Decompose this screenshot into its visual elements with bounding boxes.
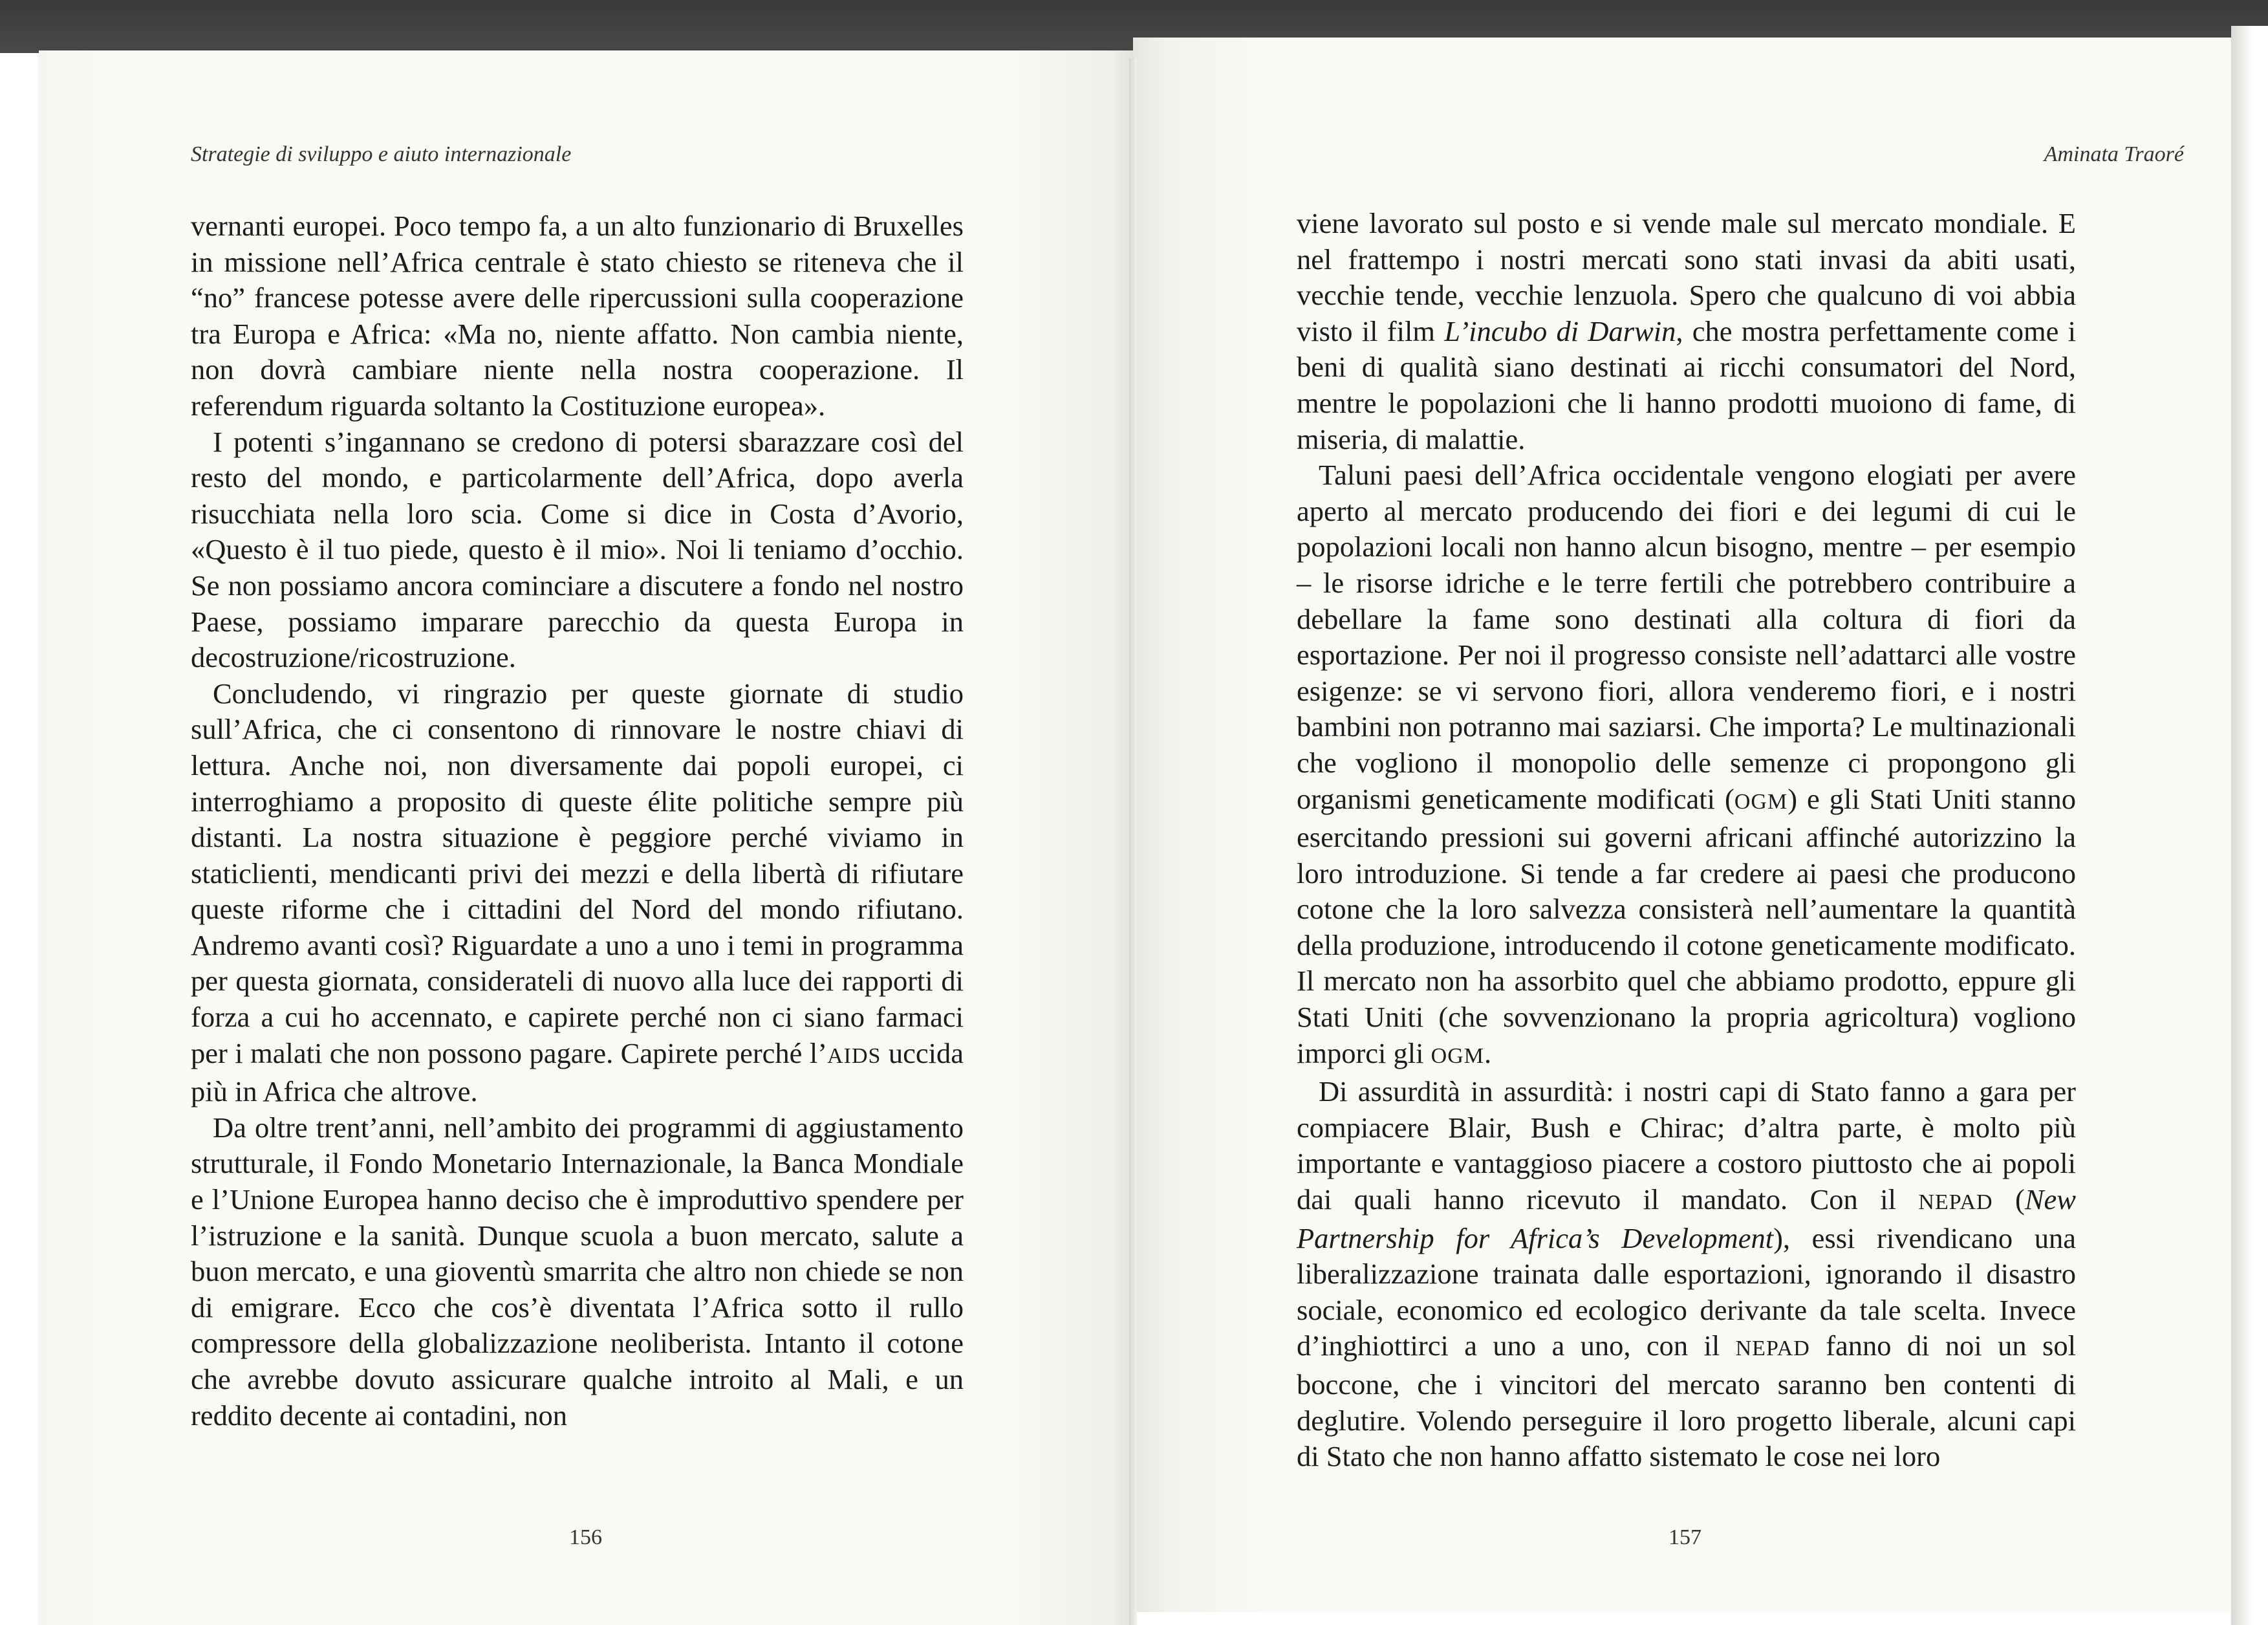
running-head-left: Strategie di sviluppo e aiuto internazionale bbox=[191, 142, 572, 166]
text-run: fanno di noi un sol boccone, che i vincitori del mercato saranno ben contenti di deglutire. Volendo perseguire il loro progetto liberale, alcuni capi di Stato che non hanno affatto sistemato le cose nei loro bbox=[1297, 1329, 2076, 1473]
text-run: vernanti europei. Poco tempo fa, a un alto funzionario di Bruxelles in missione nell’Africa centrale è stato chiesto se riteneva che il “no” francese potesse avere delle ripercussioni sulla cooperazione tra Europa e Africa: «Ma no, niente affatto. Non cambia niente, non dovrà cambiare niente nella nostra cooperazione. Il referendum riguarda soltanto la Costituzione europea». bbox=[191, 210, 964, 422]
text-run: Da oltre trent’anni, nell’ambito dei programmi di aggiustamento strutturale, il Fondo Monetario Internazionale, la Banca Mondiale e l’Unione Europea hanno deciso che è improduttivo spendere per l’istruzione e la sanità. Dunque scuola a buon mercato, salute a buon mercato, e una gioventù smarrita che altro non chiede se non di emigrare. Ecco che cos’è diventata l’Africa sotto il rullo compressore della globalizzazione neoliberista. Intanto il cotone che avrebbe dovuto assicurare qualche introito al Mali, e un reddito decente ai contadini, non bbox=[191, 1111, 964, 1432]
paragraph bbox=[1297, 457, 2076, 1074]
text-run: viene lavorato sul posto e si vende male sul mercato mondiale. E nel frattempo i nostri mercati sono stati invasi da abiti usati, vecchie tende, vecchie lenzuola. Spero che qualcuno di voi abbia visto il film bbox=[1297, 207, 2076, 347]
text-run: . bbox=[1484, 1036, 1492, 1069]
text-run: uccida più in Africa che altrove. bbox=[191, 1036, 964, 1108]
acronym: NEPAD bbox=[1918, 1190, 1993, 1215]
text-run: , che mostra perfettamente come i beni di qualità siano destinati ai ricchi consumatori del Nord, mentre le popolazioni che li hanno prodotti muoiono di fame, di miseria, di malattie. bbox=[1297, 314, 2076, 455]
page-edge bbox=[2231, 26, 2268, 1625]
acronym: AIDS bbox=[827, 1043, 881, 1068]
film-title: L’incubo di Darwin bbox=[1444, 314, 1676, 347]
book-gutter bbox=[1129, 58, 1137, 1625]
right-text-column bbox=[1297, 206, 2076, 1475]
acronym: OGM bbox=[1431, 1043, 1484, 1068]
left-text-column bbox=[191, 208, 964, 1434]
text-run: I potenti s’ingannano se credono di potersi sbarazzare così del resto del mondo, e particolarmente dell’Africa, dopo averla risucchiata nella loro scia. Come si dice in Costa d’Avorio, «Questo è il tuo piede, questo è il mio». Noi li teniamo d’occhio. Se non possiamo ancora cominciare a discutere a fondo nel nostro Paese, possiamo imparare parecchio da questa Europa in decostruzione/ricostruzione. bbox=[191, 425, 964, 674]
text-run: Di assurdità in assurdità: i nostri capi di Stato fanno a gara per compiacere Blair, Bush e Chirac; d’altra parte, è molto più importante e vantaggioso piacere a costoro piuttosto che ai popoli dai quali hanno ricevuto il mandato. Con il bbox=[1297, 1075, 2076, 1216]
paragraph bbox=[191, 1110, 964, 1434]
paragraph bbox=[191, 424, 964, 676]
italic-phrase: New Partnership for Africa’s Development bbox=[1297, 1183, 2076, 1254]
running-head-right: Aminata Traoré bbox=[2044, 142, 2184, 166]
paragraph bbox=[1297, 1074, 2076, 1475]
text-run: Taluni paesi dell’Africa occidentale vengono elogiati per avere aperto al mercato producendo dei fiori e dei legumi di cui le popolazioni locali non hanno alcun bisogno, mentre – per esempio – le risorse idriche e le terre fertili che potrebbero contribuire a debellare la fame sono destinati alla coltura di fiori da esportazione. Per noi il progresso consiste nell’adattarci alle vostre esigenze: se vi servono fiori, allora venderemo fiori, e i nostri bambini non potranno mai saziarsi. Che importa? Le multinazionali che vogliono il monopolio delle semenze ci propongono gli organismi geneticamente modificati ( bbox=[1297, 459, 2076, 815]
text-run: ) e gli Stati Uniti stanno esercitando pressioni sui governi africani affinché autorizzino la loro introduzione. Si tende a far credere ai paesi che producono cotone che la loro salvezza consisterà nell’aumentare la quantità della produzione, introducendo il cotone geneticamente modificato. Il mercato non ha assorbito quel che abbiamo prodotto, eppure gli Stati Uniti (che sovvenzionano la propria agricoltura) vogliono imporci gli bbox=[1297, 782, 2076, 1069]
acronym: OGM bbox=[1734, 789, 1788, 814]
text-run: Concludendo, vi ringrazio per queste giornate di studio sull’Africa, che ci consentono di rinnovare le nostre chiavi di lettura. Anche noi, non diversamente dai popoli europei, ci interroghiamo a proposito di queste élite politiche sempre più distanti. La nostra situazione è peggiore perché viviamo in staticlienti, mendicanti privi dei mezzi e della libertà di rifiutare queste riforme che i cittadini del Nord del mondo rifiutano. Andremo avanti così? Riguardate a uno a uno i temi in programma per questa giornata, considerateli di nuovo alla luce dei rapporti di forza a cui ho accennato, e capirete perché non ci siano farmaci per i malati che non possono pagare. Capirete perché l’ bbox=[191, 677, 964, 1069]
page-number-right: 157 bbox=[1669, 1525, 1701, 1549]
text-run: ), essi rivendicano una liberalizzazione trainata dalle esportazioni, ignorando il disastro sociale, economico ed ecologico derivante da tale scelta. Invece d’inghiottirci a uno a uno, con il bbox=[1297, 1221, 2076, 1362]
paragraph bbox=[1297, 206, 2076, 457]
paragraph bbox=[191, 676, 964, 1110]
paragraph bbox=[191, 208, 964, 424]
page-number-left: 156 bbox=[569, 1525, 602, 1549]
acronym: NEPAD bbox=[1735, 1336, 1810, 1361]
text-run: ( bbox=[1993, 1183, 2025, 1216]
